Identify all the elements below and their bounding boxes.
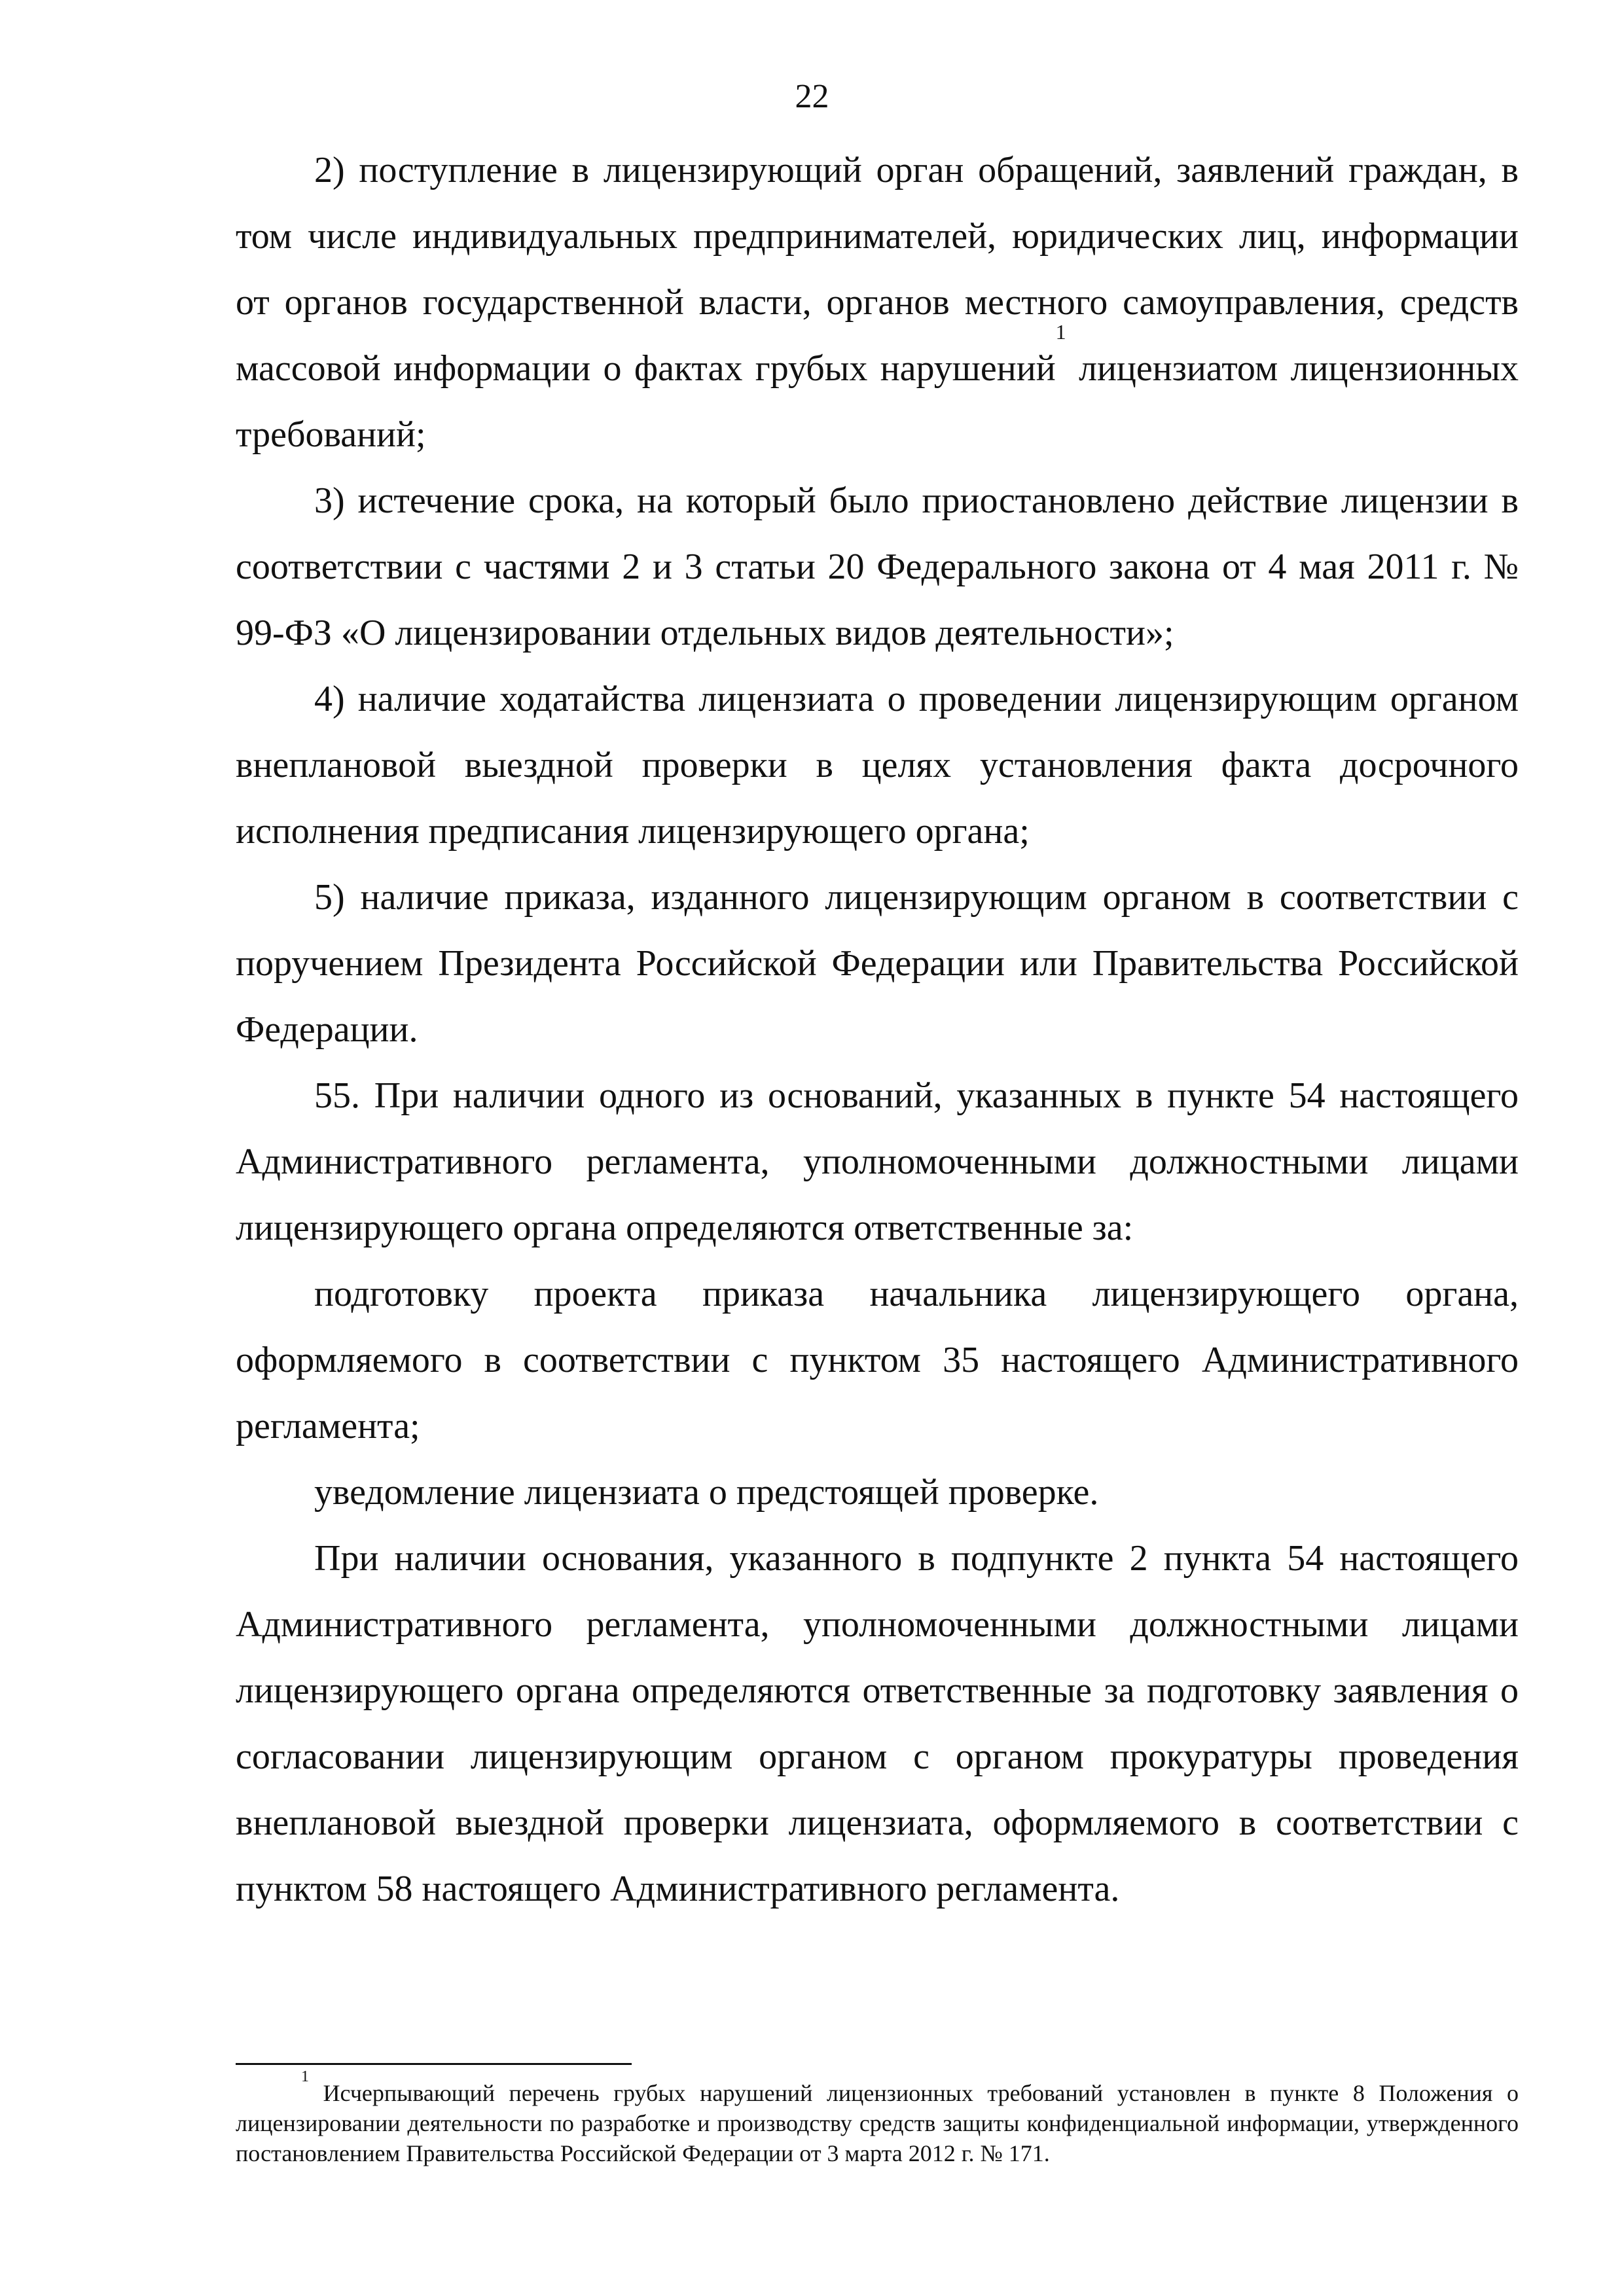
paragraph-responsible-order: подготовку проекта приказа начальника лицензирующего органа, оформляемого в соответствии с пунктом 35 настоящего Административного регламента;: [236, 1274, 1519, 1446]
footnote-reference: 1: [1055, 320, 1066, 344]
paragraph-text: 2) поступление в лицензирующий орган обращений, заявлений граждан, в том числе индивидуальных предпринимателей, юридических лиц, информации от органов государственной власти, органов местного самоуправления, средств массовой информации о фактах грубых нарушений: [236, 150, 1519, 389]
paragraph-item-4: 4) наличие ходатайства лицензиата о проведении лицензирующим органом внеплановой выездной проверки в целях установления факта досрочного исполнения предписания лицензирующего органа;: [236, 679, 1519, 852]
paragraph-item-2: [236, 137, 1519, 468]
page-number: 22: [795, 78, 829, 115]
footnote-separator: [236, 2063, 632, 2065]
paragraph-item-3: 3) истечение срока, на который было приостановлено действие лицензии в соответствии с частями 2 и 3 статьи 20 Федерального закона от 4 мая 2011 г. № 99-ФЗ «О лицензировании отдельных видов деятельности»;: [236, 480, 1519, 653]
footnote: [236, 2068, 1519, 2168]
footnote-text: Исчерпывающий перечень грубых нарушений лицензионных требований установлен в пункте 8 Положения о лицензировании деятельности по разработке и производству средств защиты конфиденциальной информации, утвержденного постановлением Правительства Российской Федерации от 3 марта 2012 г. № 171.: [236, 2080, 1519, 2166]
body-text: [236, 137, 1519, 1922]
footnote-marker: 1: [301, 2068, 309, 2085]
paragraph-clause-55: 55. При наличии одного из оснований, указанных в пункте 54 настоящего Административного регламента, уполномоченными должностными лицами лицензирующего органа определяются ответственные за:: [236, 1075, 1519, 1248]
paragraph-text-continued: лицензиатом лицензионных требований;: [236, 348, 1519, 455]
paragraph-prosecutor-approval: При наличии основания, указанного в подпункте 2 пункта 54 настоящего Административного регламента, уполномоченными должностными лицами лицензирующего органа определяются ответственные за подготовку заявления о согласовании лицензирующим органом с органом прокуратуры проведения внеплановой выездной проверки лицензиата, оформляемого в соответствии с пунктом 58 настоящего Административного регламента.: [236, 1538, 1519, 1909]
paragraph-item-5: 5) наличие приказа, изданного лицензирующим органом в соответствии с поручением Президента Российской Федерации или Правительства Российской Федерации.: [236, 877, 1519, 1050]
paragraph-responsible-notice: уведомление лицензиата о предстоящей проверке.: [314, 1472, 1099, 1513]
